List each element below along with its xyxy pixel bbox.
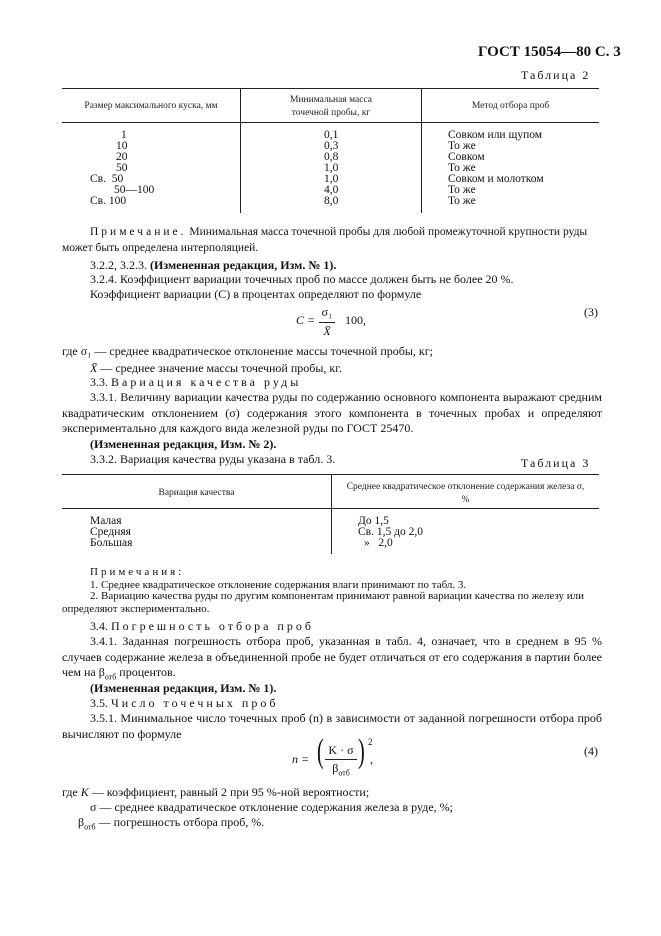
table3-caption: Таблица 3 (521, 456, 591, 470)
table2-size-4: Св. 50 (90, 173, 124, 185)
where1-symbol: σ₁ (80, 344, 92, 358)
para-341-end: процентов. (116, 665, 176, 679)
section-34 (90, 619, 314, 635)
para-341-text: 3.4.1. Заданная погрешность отбора проб, указанная в табл. 4, означает, что в среднем в 95 % случаев содержание железа в объединенной пробе не будет отличаться от его содержания в партии более чем на β (62, 634, 602, 679)
formula4-left-paren: ( (317, 733, 324, 770)
table2-mass-2: 0,8 (324, 151, 339, 163)
formula4-right-paren: ) (358, 733, 365, 770)
para-331: 3.3.1. Величину вариации качества руды по содержанию основного компонента выражают средним квадратическим отклонением (σ) содержания этого компонента в точечных пробах и определяют экспериментально для каждого вида железной руды по ГОСТ 25470. (62, 390, 602, 435)
table2-mass-1: 0,3 (324, 140, 339, 152)
table3-col2-header-line1: Среднее квадратическое отклонение содержания железа σ, (346, 482, 585, 492)
table3-note-2: 2. Вариацию качества руды по другим компонентам принимают равной вариации качества по железу или определяют экспериментально. (62, 590, 585, 615)
formula4-lhs: n = (292, 752, 310, 766)
table2-size-2: 20 (116, 151, 128, 163)
table2-col1-header: Размер максимального куска, мм (84, 101, 218, 111)
table2-header-rule (62, 122, 599, 123)
para-324b: Коэффициент вариации (C) в процентах определяют по формуле (90, 287, 422, 301)
where-k (62, 785, 369, 801)
table3-value-1: Св. 1,5 до 2,0 (358, 526, 423, 538)
table3-col1-header: Вариация качества (158, 488, 235, 498)
section-33-number: 3.3. (90, 375, 108, 389)
table3-name-0: Малая (90, 515, 122, 527)
where-sigma (90, 800, 453, 816)
formula3-denominator: X̄ (323, 324, 331, 338)
table2-note (62, 225, 602, 256)
table3-notes-label: Примечания: (90, 566, 185, 578)
para-322-bold: (Измененная редакция, Изм. № 1). (150, 258, 337, 272)
section-35 (90, 696, 278, 712)
section-35-title: Число точечных проб (111, 696, 279, 710)
formula4-denominator-sub: отб (338, 768, 350, 778)
table2-method-0: Совком или щупом (448, 129, 543, 141)
para-324: 3.2.4. Коэффициент вариации точечных проб по массе должен быть не более 20 %. (90, 272, 514, 286)
formula4-numerator: K · σ (328, 743, 354, 757)
table3-name-1: Средняя (90, 526, 131, 538)
table2-size-3: 50 (116, 162, 128, 174)
table3-value-2: » 2,0 (364, 537, 393, 549)
table2-method-2: Совком (448, 151, 485, 163)
table2-method-1: То же (448, 140, 476, 152)
para-322-text: 3.2.2, 3.2.3. (90, 258, 147, 272)
table2-method-6: То же (448, 195, 476, 207)
para-341 (62, 634, 602, 685)
formula3-lhs: C = (296, 313, 316, 327)
para-341-sub: отб (104, 672, 117, 682)
table2-mass-4: 1,0 (324, 173, 339, 185)
section-34-title: Погрешность отбора проб (111, 619, 314, 633)
table2-size-1: 10 (116, 140, 128, 152)
table3-header-rule (62, 508, 599, 509)
formula3-numerator: σ₁ (321, 305, 333, 319)
para-341-bold: (Измененная редакция, Изм. № 1). (90, 681, 277, 695)
where1-text: — среднее квадратическое отклонение массы точечной пробы, кг; (94, 344, 433, 358)
table3-value-0: До 1,5 (358, 515, 389, 527)
table2-mass-3: 1,0 (324, 162, 339, 174)
formula4-denominator-symbol: β (332, 761, 339, 775)
table3-col2-header-line2: % (461, 495, 470, 505)
where-beta (78, 815, 264, 835)
table3-name-2: Большая (90, 537, 133, 549)
table2-mass-0: 0,1 (324, 129, 339, 141)
formula4-comma: , (370, 752, 373, 766)
formula3-number: (3) (584, 305, 598, 319)
section-35-number: 3.5. (90, 696, 108, 710)
w3-sub: отб (84, 822, 96, 832)
formula4-number: (4) (584, 744, 598, 758)
table2-col2-header-line1: Минимальная масса (290, 95, 372, 105)
section-34-number: 3.4. (90, 619, 108, 633)
para-351: 3.5.1. Минимальное число точечных проб (n) в зависимости от заданной погрешности отбора проб вычисляют по формуле (62, 711, 602, 741)
table2-caption: Таблица 2 (521, 68, 591, 82)
table2-mass-5: 4,0 (324, 184, 339, 196)
table2-mass-6: 8,0 (324, 195, 339, 207)
table2-col3-header: Метод отбора проб (471, 101, 550, 111)
w3-text: — погрешность отбора проб, %. (98, 815, 265, 829)
formula3-rhs: 100, (345, 313, 366, 327)
table2-col2-header-line2: точечной пробы, кг (291, 108, 371, 118)
where2-symbol: X̄ (90, 361, 98, 375)
table2-size-0: 1 (121, 129, 127, 141)
table2-note-label: Примечание. (90, 226, 187, 238)
page-header: ГОСТ 15054—80 С. 3 (478, 44, 621, 60)
para-332: 3.3.2. Вариация качества руды указана в табл. 3. (90, 452, 336, 466)
formula4-fraction-bar (325, 759, 357, 760)
formula3-fraction-bar (319, 322, 335, 323)
table3-note-1: 1. Среднее квадратическое отклонение содержания влаги принимают по табл. 3. (90, 579, 467, 591)
w2-symbol: σ (90, 800, 97, 814)
formula4-denominator (323, 761, 359, 777)
section-33 (90, 375, 301, 391)
para-331-bold: (Измененная редакция, Изм. № 2). (90, 437, 277, 451)
w1-symbol: K (80, 785, 89, 799)
table2-size-5: 50—100 (114, 184, 155, 196)
w1-text: — коэффициент, равный 2 при 95 %-ной вероятности; (91, 785, 370, 799)
where1-label: где (62, 344, 78, 358)
where-sigma1 (62, 344, 433, 360)
table2-top-rule (62, 88, 599, 89)
section-33-title: Вариация качества руды (111, 375, 302, 389)
where2-text: — среднее значение массы точечной пробы, кг. (100, 361, 342, 375)
table2-method-3: То же (448, 162, 476, 174)
table2-method-4: Совком и молотком (448, 173, 544, 185)
table2-method-5: То же (448, 184, 476, 196)
w3-symbol: β (78, 815, 85, 829)
w1-label: где (62, 785, 78, 799)
w2-text: — среднее квадратическое отклонение содержания железа в руде, %; (99, 800, 453, 814)
table2-note-text: Минимальная масса точечной пробы для любой промежуточной крупности руды может быть определена интерполяцией. (62, 226, 588, 254)
table2-size-6: Св. 100 (90, 195, 127, 207)
formula4-exponent: 2 (368, 737, 373, 747)
